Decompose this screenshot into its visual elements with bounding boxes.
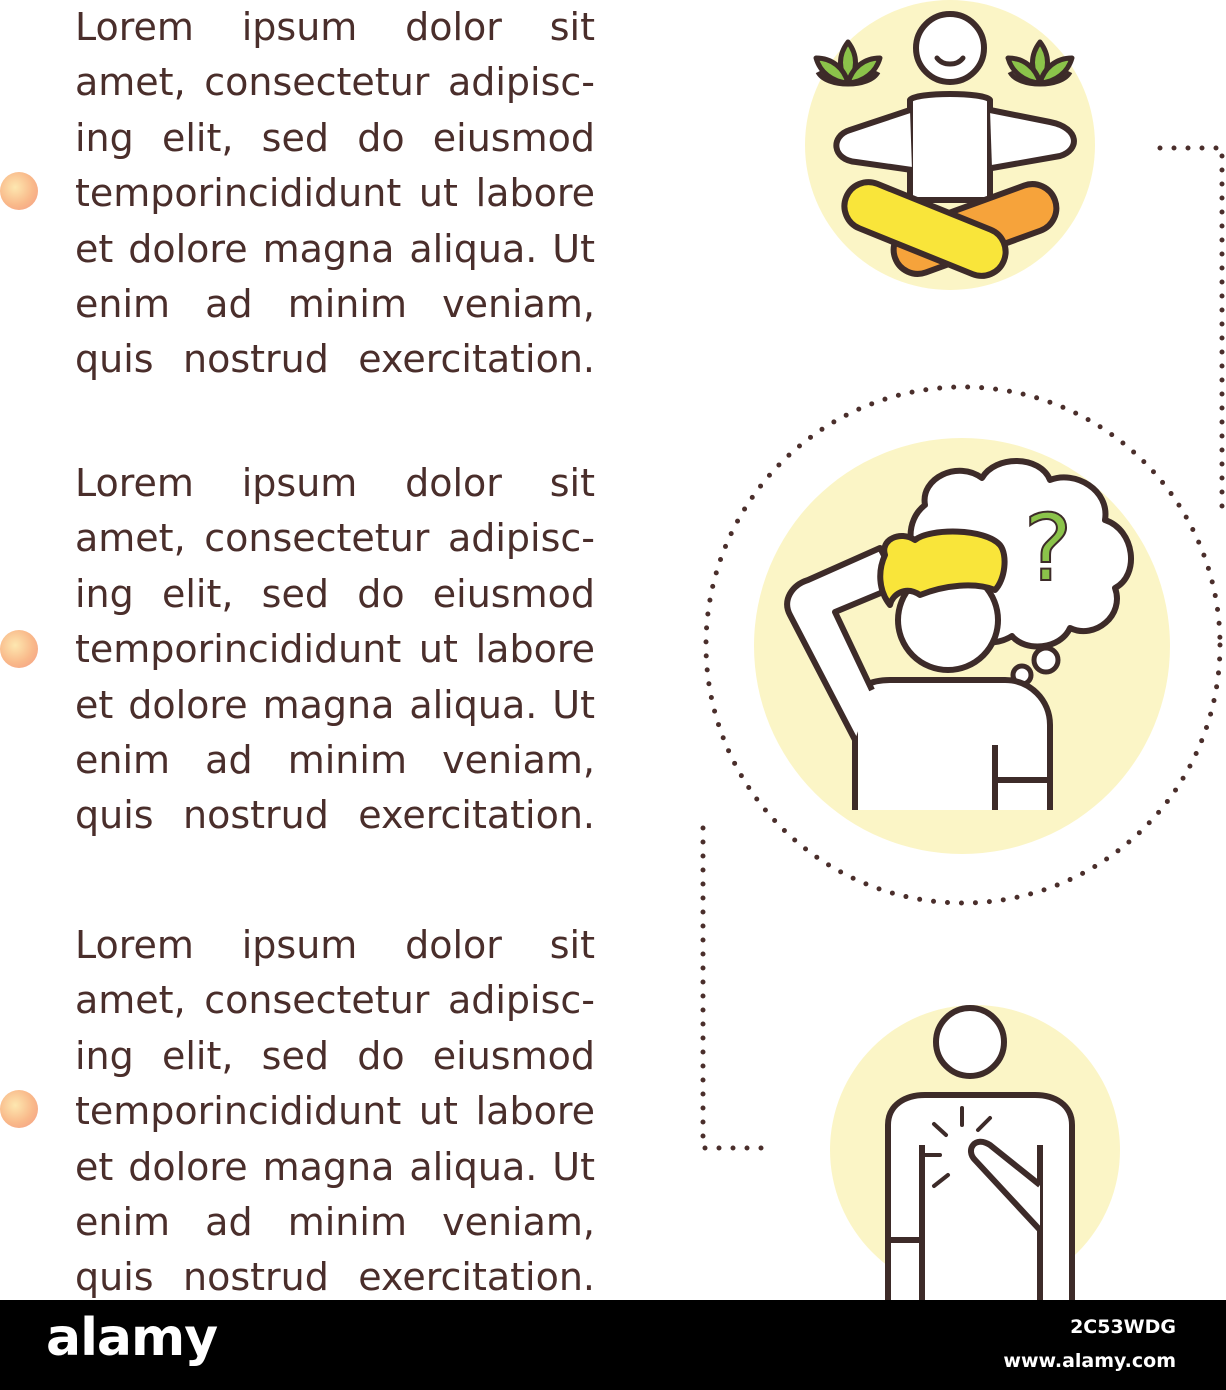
watermark-bar bbox=[0, 1300, 1226, 1390]
meditation-icon bbox=[805, 0, 1095, 290]
chest-pain-icon bbox=[830, 1005, 1120, 1300]
confused-person-icon bbox=[754, 438, 1170, 854]
connector-top bbox=[1160, 148, 1222, 520]
image-id: 2C53WDG bbox=[1070, 1316, 1176, 1338]
brand-logo: alamy bbox=[46, 1308, 218, 1368]
site-url: www.alamy.com bbox=[1003, 1350, 1176, 1372]
question-mark: ? bbox=[1023, 495, 1073, 602]
paragraph-3: Lorem ipsum dolor sit amet, consectetur adipisc-ing elit, sed do eiusmod temporincididunt ut labore et dolore magna aliqua. Ut enim ad minim veniam, quis nostrud exercitation. bbox=[75, 923, 595, 1300]
paragraph-2: Lorem ipsum dolor sit amet, consectetur adipisc-ing elit, sed do eiusmod temporincididunt ut labore et dolore magna aliqua. Ut enim ad minim veniam, quis nostrud exercitation. bbox=[75, 461, 595, 838]
paragraph-1: Lorem ipsum dolor sit amet, consectetur adipisc-ing elit, sed do eiusmod temporincididunt ut labore et dolore magna aliqua. Ut enim ad minim veniam, quis nostrud exercitation. bbox=[75, 5, 595, 382]
connector-bottom bbox=[703, 828, 766, 1148]
